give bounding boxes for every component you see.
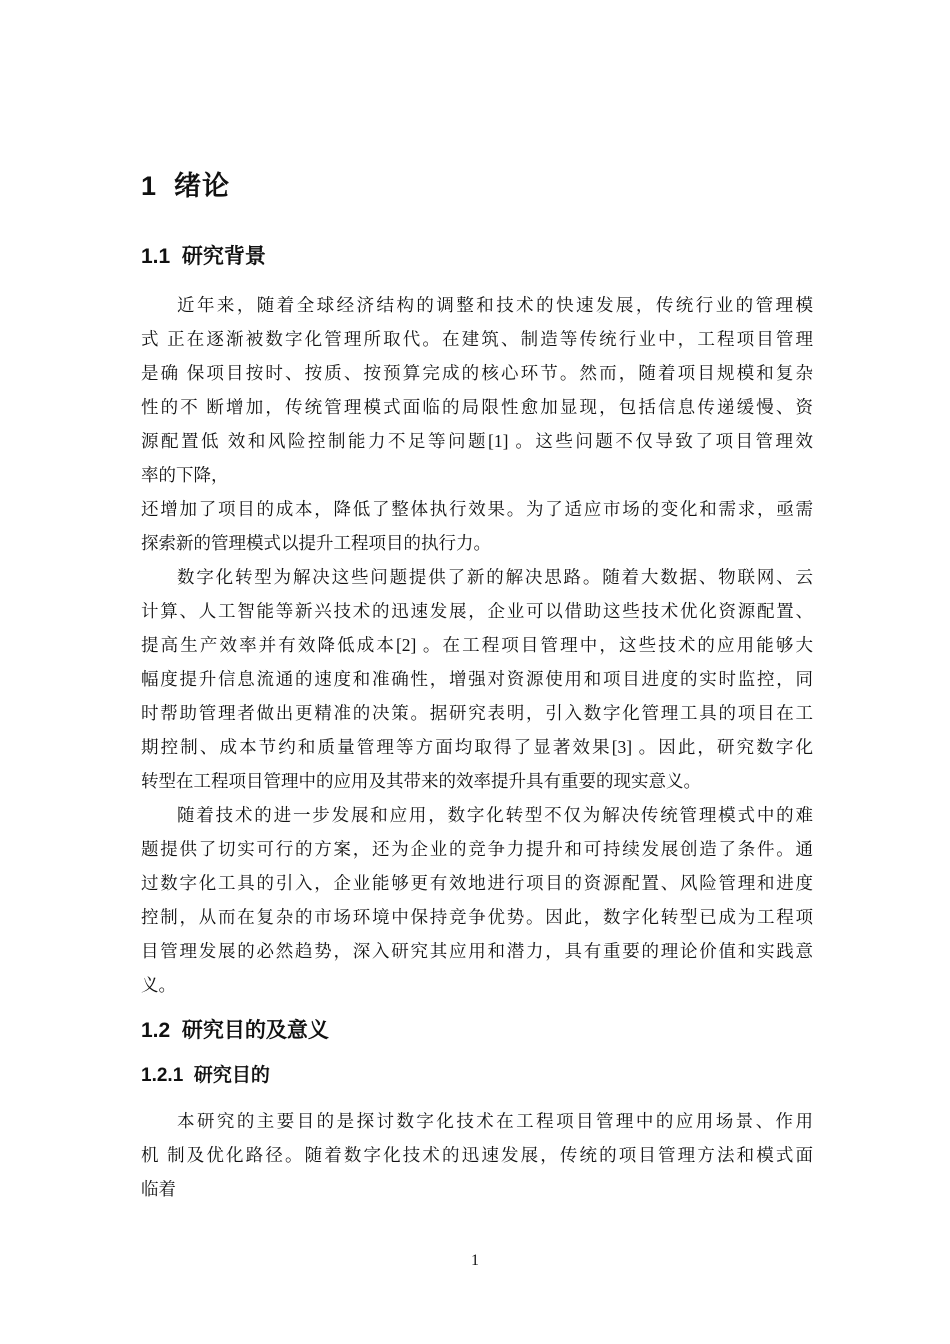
body-text-line: 提高生产效率并有效降低成本[2] 。在工程项目管理中，这些技术的应用能够大: [141, 635, 813, 655]
page-number: 1: [471, 1252, 479, 1269]
section-heading-1-1: 1.1 研究背景: [141, 245, 266, 268]
body-text-line: 本研究的主要目的是探讨数字化技术在工程项目管理中的应用场景、作用: [177, 1111, 813, 1131]
paragraph-2: [141, 560, 813, 798]
body-text-line: 时帮助管理者做出更精准的决策。据研究表明，引入数字化管理工具的项目在工: [141, 703, 813, 723]
body-text-line: 转型在工程项目管理中的应用及其带来的效率提升具有重要的现实意义。: [141, 771, 701, 791]
body-text-line: 还增加了项目的成本，降低了整体执行效果。为了适应市场的变化和需求，亟需: [141, 499, 813, 519]
section-heading-1-2: 1.2 研究目的及意义: [141, 1019, 329, 1042]
body-text-line: 随着技术的进一步发展和应用，数字化转型不仅为解决传统管理模式中的难: [177, 805, 813, 825]
page-footer: [0, 1252, 950, 1270]
body-text-line: 期控制、成本节约和质量管理等方面均取得了显著效果[3] 。因此，研究数字化: [141, 737, 813, 757]
body-text-line: 式 正在逐渐被数字化管理所取代。在建筑、制造等传统行业中，工程项目管理: [141, 329, 813, 349]
body-text-line: 控制，从而在复杂的市场环境中保持竞争优势。因此，数字化转型已成为工程项: [141, 907, 813, 927]
body-text-line: 义。: [141, 975, 176, 995]
chapter-heading: 1 绪论: [141, 171, 231, 201]
subsection-heading-1-2-1: 1.2.1 研究目的: [141, 1065, 270, 1086]
paragraph-1: [141, 288, 813, 560]
body-text-line: 探索新的管理模式以提升工程项目的执行力。: [141, 533, 491, 553]
paragraph-3: [141, 798, 813, 1002]
body-text-line: 性的不 断增加，传统管理模式面临的局限性愈加显现，包括信息传递缓慢、资: [141, 397, 813, 417]
body-text-line: 目管理发展的必然趋势，深入研究其应用和潜力，具有重要的理论价值和实践意: [141, 941, 813, 961]
body-text-line: 是确 保项目按时、按质、按预算完成的核心环节。然而，随着项目规模和复杂: [141, 363, 813, 383]
body-text-line: 过数字化工具的引入，企业能够更有效地进行项目的资源配置、风险管理和进度: [141, 873, 813, 893]
body-text-line: 数字化转型为解决这些问题提供了新的解决思路。随着大数据、物联网、云: [177, 567, 813, 587]
body-text-line: 近年来，随着全球经济结构的调整和技术的快速发展，传统行业的管理模: [177, 295, 813, 315]
body-text-line: 幅度提升信息流通的速度和准确性，增强对资源使用和项目进度的实时监控，同: [141, 669, 813, 689]
body-text-line: 率的下降，: [141, 465, 229, 485]
body-text-line: 源配置低 效和风险控制能力不足等问题[1] 。这些问题不仅导致了项目管理效: [141, 431, 813, 451]
page-content: [141, 168, 813, 1206]
body-text-line: 机 制及优化路径。随着数字化技术的迅速发展，传统的项目管理方法和模式面: [141, 1145, 813, 1165]
body-text-line: 题提供了切实可行的方案，还为企业的竞争力提升和可持续发展创造了条件。通: [141, 839, 813, 859]
body-text-line: 临着: [141, 1179, 176, 1199]
paragraph-4: [141, 1104, 813, 1206]
body-text-line: 计算、人工智能等新兴技术的迅速发展，企业可以借助这些技术优化资源配置、: [141, 601, 813, 621]
